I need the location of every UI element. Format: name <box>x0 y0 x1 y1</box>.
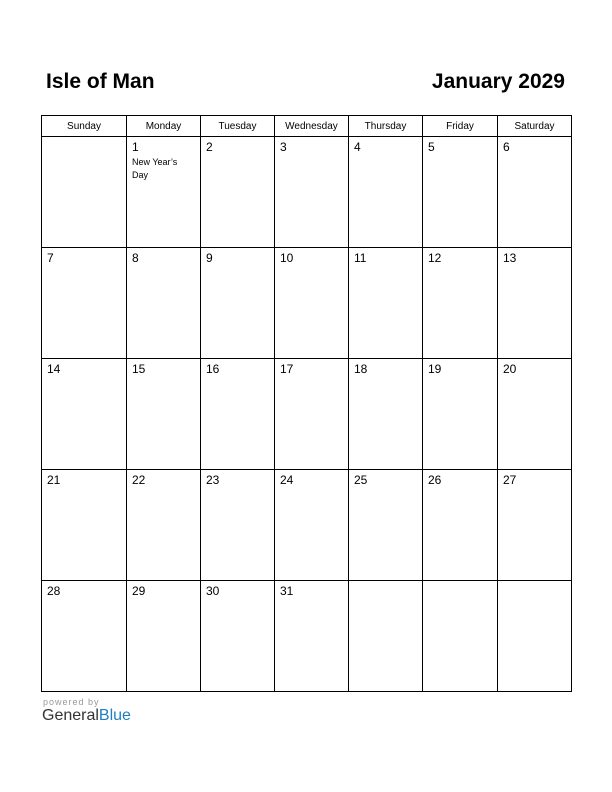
day-number: 18 <box>354 362 368 376</box>
day-number: 15 <box>132 362 146 376</box>
day-number: 20 <box>503 362 517 376</box>
day-cell <box>349 359 423 470</box>
day-cell <box>201 470 275 581</box>
day-cell <box>127 137 201 248</box>
day-number: 28 <box>47 584 61 598</box>
day-number: 7 <box>47 251 54 265</box>
day-number: 24 <box>280 473 294 487</box>
day-cell <box>42 248 127 359</box>
day-number: 14 <box>47 362 61 376</box>
powered-by-label: powered by <box>43 697 100 707</box>
day-number: 5 <box>428 140 435 154</box>
calendar-grid <box>41 115 572 692</box>
day-cell <box>275 581 349 692</box>
day-number: 19 <box>428 362 442 376</box>
day-number: 16 <box>206 362 220 376</box>
day-number: 31 <box>280 584 294 598</box>
day-cell <box>275 248 349 359</box>
day-number: 21 <box>47 473 61 487</box>
day-cell <box>201 581 275 692</box>
day-cell <box>201 359 275 470</box>
weekday-header: Wednesday <box>275 116 349 137</box>
day-number: 2 <box>206 140 213 154</box>
day-cell <box>423 359 498 470</box>
week-row <box>42 248 572 359</box>
weekday-header: Saturday <box>498 116 572 137</box>
day-cell <box>275 470 349 581</box>
day-cell <box>201 137 275 248</box>
day-number: 26 <box>428 473 442 487</box>
day-number: 4 <box>354 140 361 154</box>
day-number <box>498 581 571 585</box>
day-number: 23 <box>206 473 220 487</box>
footer <box>42 697 131 725</box>
day-cell <box>275 359 349 470</box>
day-cell <box>423 137 498 248</box>
day-number: 22 <box>132 473 146 487</box>
day-cell <box>498 581 572 692</box>
week-row <box>42 359 572 470</box>
weekday-header: Friday <box>423 116 498 137</box>
day-cell <box>423 248 498 359</box>
day-cell <box>349 470 423 581</box>
day-cell <box>498 470 572 581</box>
week-row <box>42 137 572 248</box>
day-number: 27 <box>503 473 517 487</box>
day-number: 13 <box>503 251 517 265</box>
day-cell <box>275 137 349 248</box>
day-number: 1 <box>132 140 139 154</box>
day-number: 25 <box>354 473 368 487</box>
day-cell <box>349 248 423 359</box>
brand-name-blue: Blue <box>98 707 131 724</box>
day-cell <box>127 359 201 470</box>
day-number: 3 <box>280 140 287 154</box>
day-cell <box>423 581 498 692</box>
calendar-header <box>41 70 571 100</box>
day-cell <box>42 581 127 692</box>
weekday-header: Thursday <box>349 116 423 137</box>
day-number: 6 <box>503 140 510 154</box>
day-cell <box>349 137 423 248</box>
region-name: Isle of Man <box>46 70 155 93</box>
day-cell <box>42 359 127 470</box>
day-cell <box>127 248 201 359</box>
weekday-header: Sunday <box>42 116 127 137</box>
day-cell <box>42 470 127 581</box>
day-number: 10 <box>280 251 294 265</box>
month-title: January 2029 <box>431 70 565 93</box>
day-number: 11 <box>354 251 367 265</box>
day-cell <box>349 581 423 692</box>
brand-name-general: General <box>42 707 99 724</box>
day-cell <box>42 137 127 248</box>
day-number: 12 <box>428 251 442 265</box>
day-cell <box>423 470 498 581</box>
day-number: 29 <box>132 584 146 598</box>
day-number <box>349 581 422 585</box>
day-cell <box>498 248 572 359</box>
generalblue-logo[interactable] <box>42 707 131 725</box>
weekday-header: Tuesday <box>201 116 275 137</box>
day-cell <box>127 470 201 581</box>
day-number: 17 <box>280 362 294 376</box>
week-row <box>42 581 572 692</box>
day-cell <box>498 137 572 248</box>
weekday-header-row <box>42 116 572 137</box>
day-cell <box>127 581 201 692</box>
day-number: 9 <box>206 251 213 265</box>
day-cell <box>201 248 275 359</box>
day-number <box>423 581 497 585</box>
weekday-header: Monday <box>127 116 201 137</box>
day-number <box>42 137 126 141</box>
day-cell <box>498 359 572 470</box>
day-number: 8 <box>132 251 139 265</box>
day-number: 30 <box>206 584 220 598</box>
week-row <box>42 470 572 581</box>
holiday-label: New Year’s Day <box>132 157 178 180</box>
